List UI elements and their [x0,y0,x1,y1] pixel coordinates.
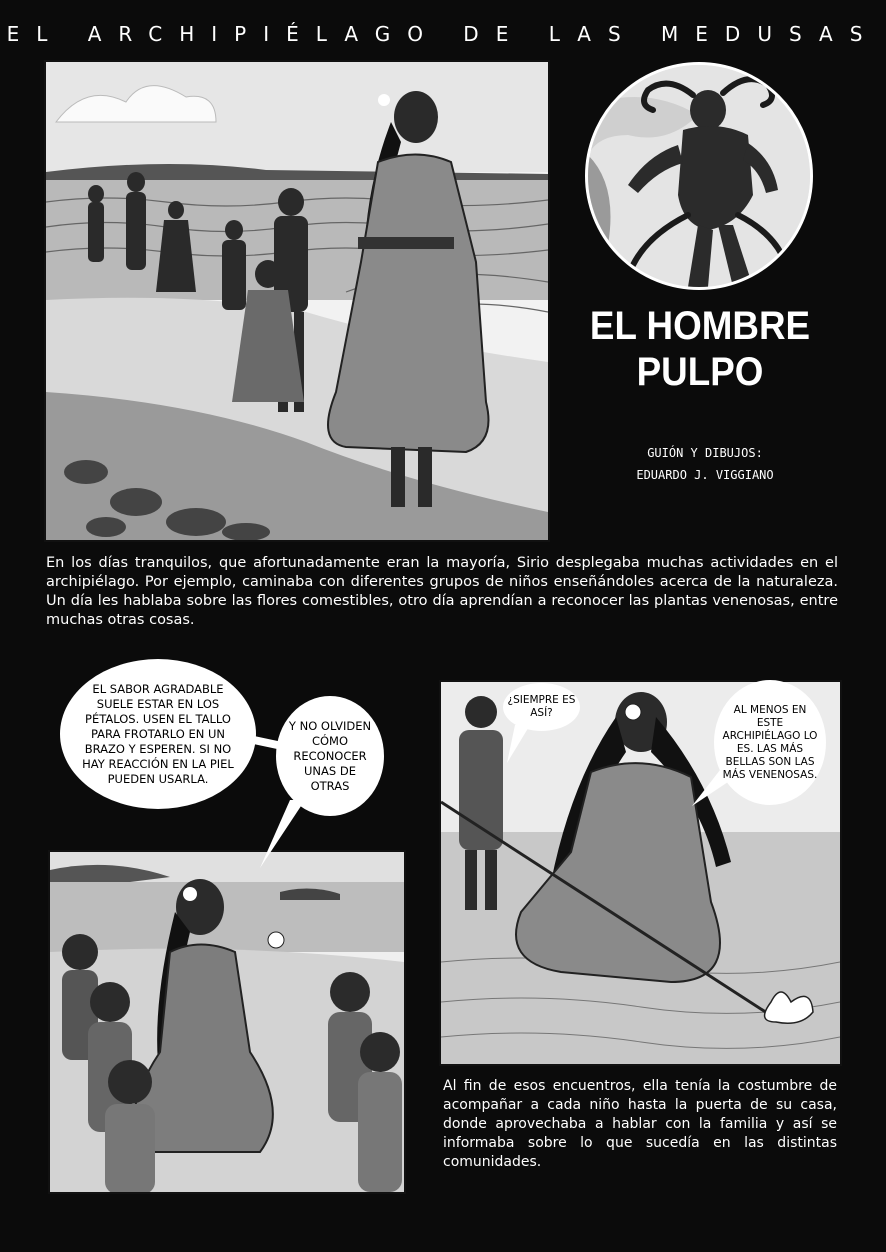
balloon-tail-left [255,800,315,870]
speech-balloon-question: ¿SIEMPRE ES ASÍ? [503,683,580,731]
story-title [571,303,829,395]
credits-role: GUIÓN Y DIBUJOS: [647,446,763,460]
credits-author: EDUARDO J. VIGGIANO [636,468,774,482]
credits [590,442,820,486]
octopus-man-medallion [585,62,813,290]
speech-balloon-taste: EL SABOR AGRADABLE SUELE ESTAR EN LOS PÉTALOS. USEN EL TALLO PARA FROTARLO EN UN BRAZO Y ESPEREN. SI NO HAY REACCIÓN EN LA PIEL PUEDEN USARLA. [60,659,256,809]
panel-beach-walk [44,60,550,542]
story-title-line-1: EL HOMBRE [589,304,811,348]
balloon-tail-question [505,725,535,765]
narration-bottom: Al fin de esos encuentros, ella tenía la costumbre de acompañar a cada niño hasta la puerta de su casa, donde aprovechaba a hablar con la familia y así se informaba sobre lo que sucedía en las distintas comunidades. [443,1078,837,1170]
series-title: EL ARCHIPIÉLAGO DE LAS MEDUSAS [6,22,880,46]
speech-balloon-remember: Y NO OLVIDEN CÓMO RECONOCER UNAS DE OTRAS [276,696,384,816]
narration-top: En los días tranquilos, que afortunadamente eran la mayoría, Sirio desplegaba muchas actividades en el archipiélago. Por ejemplo, caminaba con diferentes grupos de niños enseñándoles acerca de la naturaleza. Un día les hablaba sobre las flores comestibles, otro día aprendían a reconocer las plantas venenosas, entre muchas otras cosas. [46,555,838,628]
octopus-man-illustration [588,65,810,287]
teaching-illustration [50,852,404,1192]
beach-walk-illustration [46,62,548,540]
story-title-line-2: PULPO [636,350,764,394]
panel-teaching-children [48,850,406,1194]
speech-balloon-answer: AL MENOS EN ESTE ARCHIPIÉLAGO LO ES. LAS MÁS BELLAS SON LAS MÁS VENENOSAS. [714,680,826,805]
